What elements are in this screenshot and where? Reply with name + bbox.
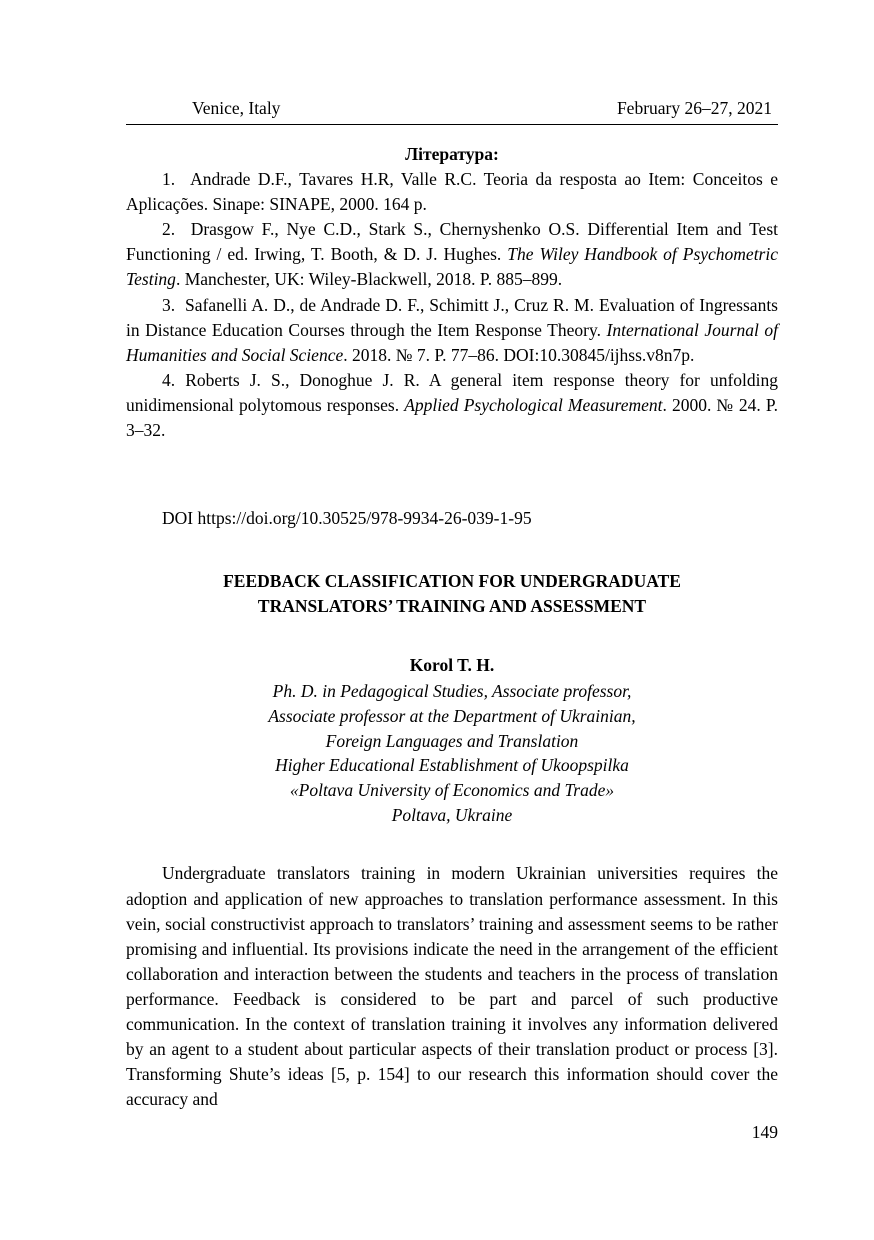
running-head-left: Venice, Italy bbox=[192, 98, 281, 118]
reference-item bbox=[126, 167, 778, 217]
running-head bbox=[126, 0, 778, 119]
reference-italic-title: Applied Psychological Measurement bbox=[404, 394, 663, 415]
affiliation-line: Ph. D. in Pedagogical Studies, Associate professor, bbox=[272, 681, 632, 702]
reference-text: Drasgow F., Nye C.D., Stark S., Chernyshenko O.S. Differential Item and Test Functioning / ed. Irwing, T. Booth, & D. J. Hughes. bbox=[126, 219, 778, 265]
running-head-right: February 26–27, 2021 bbox=[616, 98, 772, 118]
affiliation-line: Poltava, Ukraine bbox=[391, 804, 513, 825]
reference-text-tail: . 2018. № 7. P. 77–86. DOI:10.30845/ijhss.v8n7p. bbox=[343, 344, 695, 365]
references-heading: Література: bbox=[405, 144, 499, 164]
article-title-line-2: TRANSLATORS’ TRAINING AND ASSESSMENT bbox=[257, 596, 647, 617]
affiliation-line: Higher Educational Establishment of Ukoopspilka bbox=[275, 755, 629, 776]
reference-number: 3. bbox=[162, 294, 176, 315]
reference-item bbox=[126, 368, 778, 443]
reference-italic-title: The Wiley Handbook of Psychometric Testing bbox=[126, 244, 778, 290]
reference-item bbox=[126, 217, 778, 292]
reference-text: Roberts J. S., Donoghue J. R. A general item response theory for unfolding unidimensional polytomous responses. bbox=[126, 369, 778, 415]
reference-number: 4. bbox=[162, 369, 176, 390]
affiliation-line: Foreign Languages and Translation bbox=[325, 730, 579, 751]
reference-text: Andrade D.F., Tavares H.R, Valle R.C. Teoria da resposta ao Item: Conceitos e Aplicações. Sinape: SINAPE, 2000. 164 p. bbox=[126, 169, 779, 215]
body-paragraph: Undergraduate translators training in modern Ukrainian universities requires the adoption and application of new approaches to translation performance assessment. In this vein, social constructivist approach to translators’ training and assessment seems to be rather promising and influential. Its provisions indicate the need in the arrangement of the efficient collaboration and interaction between the students and teachers in the process of translation performance. Feedback is considered to be part and parcel of such productive communication. In the context of translation training it involves any information delivered by an agent to a student about particular aspects of their translation product or process [3]. Transforming Shute’s ideas [5, p. 154] to our research this information should cover the accuracy and bbox=[126, 863, 778, 1110]
reference-item bbox=[126, 293, 778, 368]
header-divider bbox=[126, 124, 778, 125]
page-content bbox=[126, 0, 778, 1113]
reference-number: 1. bbox=[162, 169, 176, 189]
affiliation-line: Associate professor at the Department of Ukrainian, bbox=[268, 706, 636, 727]
affiliation-line: «Poltava University of Economics and Trade» bbox=[289, 780, 615, 801]
doi-line: DOI https://doi.org/10.30525/978-9934-26-039-1-95 bbox=[162, 508, 532, 529]
article-title-line-1: FEEDBACK CLASSIFICATION FOR UNDERGRADUATE bbox=[223, 570, 681, 591]
reference-text: Safanelli A. D., de Andrade D. F., Schimitt J., Cruz R. M. Evaluation of Ingressants in Distance Education Courses through the Item Response Theory. bbox=[126, 294, 778, 340]
page-number: 149 bbox=[751, 1122, 778, 1142]
author-affiliation bbox=[126, 676, 778, 827]
reference-text-tail: . Manchester, UK: Wiley-Blackwell, 2018. P. 885–899. bbox=[175, 269, 563, 290]
reference-italic-title: International Journal of Humanities and Social Science bbox=[126, 319, 778, 365]
reference-text-tail: . 2000. № 24. P. 3–32. bbox=[126, 394, 778, 441]
article-title bbox=[126, 531, 778, 620]
reference-number: 2. bbox=[162, 219, 176, 240]
author-name: Korol T. H. bbox=[409, 655, 495, 676]
